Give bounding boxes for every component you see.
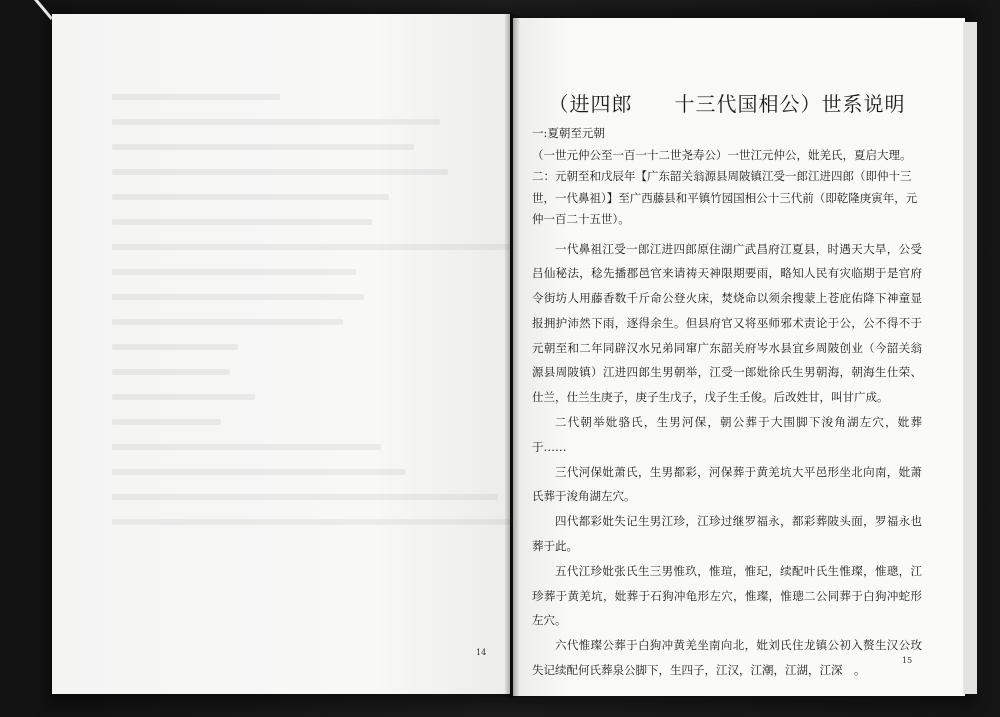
text-line: （一世元仲公至一百一十二世尧寿公）一世江元仲公，妣羌氏，夏启大理。 xyxy=(532,147,912,162)
show-through-text xyxy=(112,94,532,614)
paragraph: 五代江珍妣张氏生三男惟玖，惟瑄，惟玘，续配叶氏生惟璨，惟璁，江珍葬于黄羌坑，妣葬于石狗冲龟形左穴，惟璨，惟璁二公同葬于白狗冲蛇形左穴。 xyxy=(532,563,922,628)
right-page-text xyxy=(532,88,922,683)
paragraph: 一代鼻祖江受一郎江进四郎原住湖广武昌府江夏县，时遇天大旱，公受吕仙秘法，稔先播郡邑官来请祷天神限期要雨，略知人民有灾临期于是官府令街坊人用藤香数千斤命公登火床，焚烧命以须余搜蒙上苍庇佑降下神童显报拥护沛然下雨，逐得余生。但县府官又将巫师邪术责论于公，公不得不于元朝至和二年同辟汉水兄弟同窜广东韶关府岑水县宜乡周陂创业（今韶关翁源县周陂镇）江进四郎生男朝举，江受一郎妣徐氏生男朝海，朝海生仕荣、仕兰，仕兰生庚子，庚子生戊子，戊子生壬俊。后改姓甘，叫甘广成。 xyxy=(532,241,922,405)
text-line: 二：元朝至和戊辰年【广东韶关翁源县周陂镇江受一郎江进四郎（即仲十三世，一代鼻祖）】至广西藤县和平镇竹园国相公十三代前（即乾隆庚寅年，元仲一百二十五世）。 xyxy=(532,169,918,226)
paragraph: 二代朝举妣骆氏，生男河保，朝公葬于大围脚下浚角湖左穴，妣葬于…… xyxy=(532,415,922,454)
paragraph: 六代惟璨公葬于白狗冲黄羌坐南向北，妣刘氏住龙镇公初入赘生汉公玫失记续配何氏葬泉公脚下，生四子，江汉，江潮，江湖，江深 。 xyxy=(532,638,922,678)
page-title: （进四郎 十三代国相公）世系说明 xyxy=(548,92,906,116)
left-page xyxy=(52,14,510,694)
page-number-left: 14 xyxy=(476,648,487,657)
page-number-right: 15 xyxy=(902,656,913,665)
book-gutter xyxy=(504,14,520,698)
paragraph: 三代河保妣萧氏，生男都彩，河保葬于黄羌坑大平邑形坐北向南，妣萧氏葬于浚角湖左穴。 xyxy=(532,464,922,504)
section-heading: 一:夏朝至元朝 xyxy=(532,126,605,140)
page-stack-edge xyxy=(963,22,977,694)
paragraph: 四代都彩妣失记生男江珍，江珍过继罗福永，都彩葬陂头面，罗福永也葬于此。 xyxy=(532,514,922,554)
